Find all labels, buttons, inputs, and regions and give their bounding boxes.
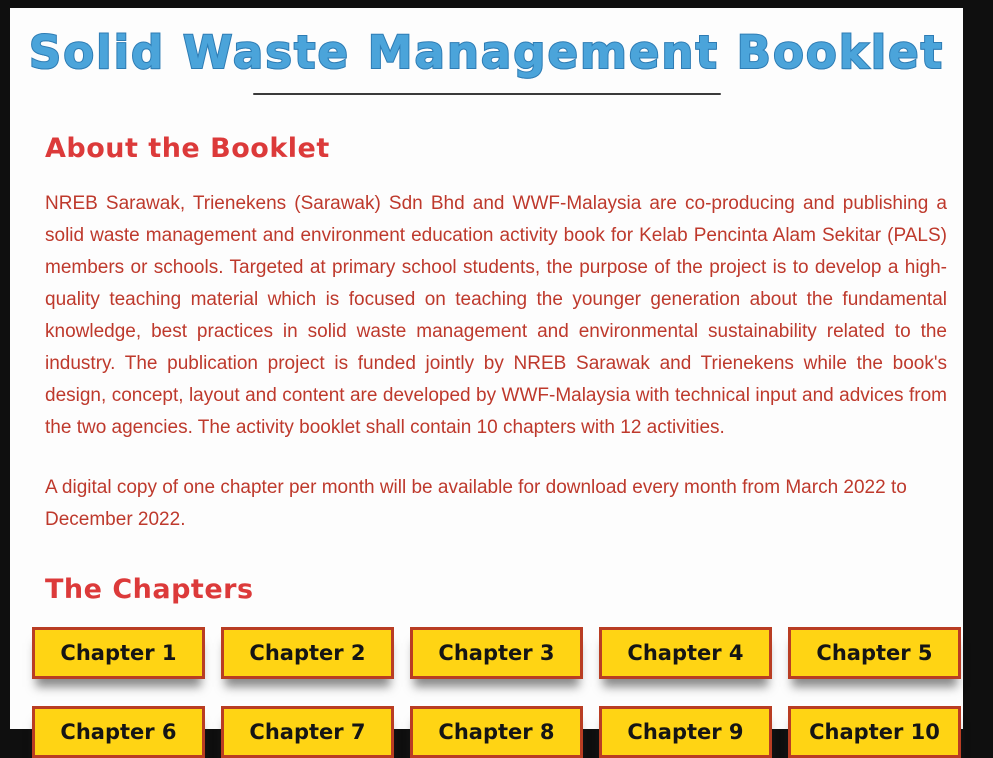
chapter-2-button[interactable]: Chapter 2 — [221, 627, 394, 679]
section-heading-chapters: The Chapters — [45, 574, 254, 605]
chapter-3-button[interactable]: Chapter 3 — [410, 627, 583, 679]
title-underline — [253, 93, 721, 95]
section-heading-about: About the Booklet — [45, 133, 330, 164]
chapter-6-button[interactable]: Chapter 6 — [32, 706, 205, 758]
about-paragraph: NREB Sarawak, Trienekens (Sarawak) Sdn Bhd and WWF-Malaysia are co-producing and publishing a solid waste management and environment education activity book for Kelab Pencinta Alam Sekitar (PALS) members or schools. Targeted at primary school students, the purpose of the project is to develop a high-quality teaching material which is focused on teaching the younger generation about the fundamental knowledge, best practices in solid waste management and environmental sustainability related to the industry. The publication project is funded jointly by NREB Sarawak and Trienekens while the book's design, concept, layout and content are developed by WWF-Malaysia with technical input and advices from the two agencies. The activity booklet shall contain 10 chapters with 12 activities. — [45, 193, 947, 438]
chapter-4-button[interactable]: Chapter 4 — [599, 627, 772, 679]
chapter-1-button[interactable]: Chapter 1 — [32, 627, 205, 679]
chapter-5-button[interactable]: Chapter 5 — [788, 627, 961, 679]
chapter-8-button[interactable]: Chapter 8 — [410, 706, 583, 758]
page-title: Solid Waste Management Booklet — [28, 26, 945, 79]
chapter-grid — [32, 627, 961, 758]
booklet-page — [10, 8, 963, 744]
download-note: A digital copy of one chapter per month will be available for download every month from March 2022 to December 2022. — [45, 477, 907, 530]
chapter-9-button[interactable]: Chapter 9 — [599, 706, 772, 758]
chapter-7-button[interactable]: Chapter 7 — [221, 706, 394, 758]
chapter-10-button[interactable]: Chapter 10 — [788, 706, 961, 758]
